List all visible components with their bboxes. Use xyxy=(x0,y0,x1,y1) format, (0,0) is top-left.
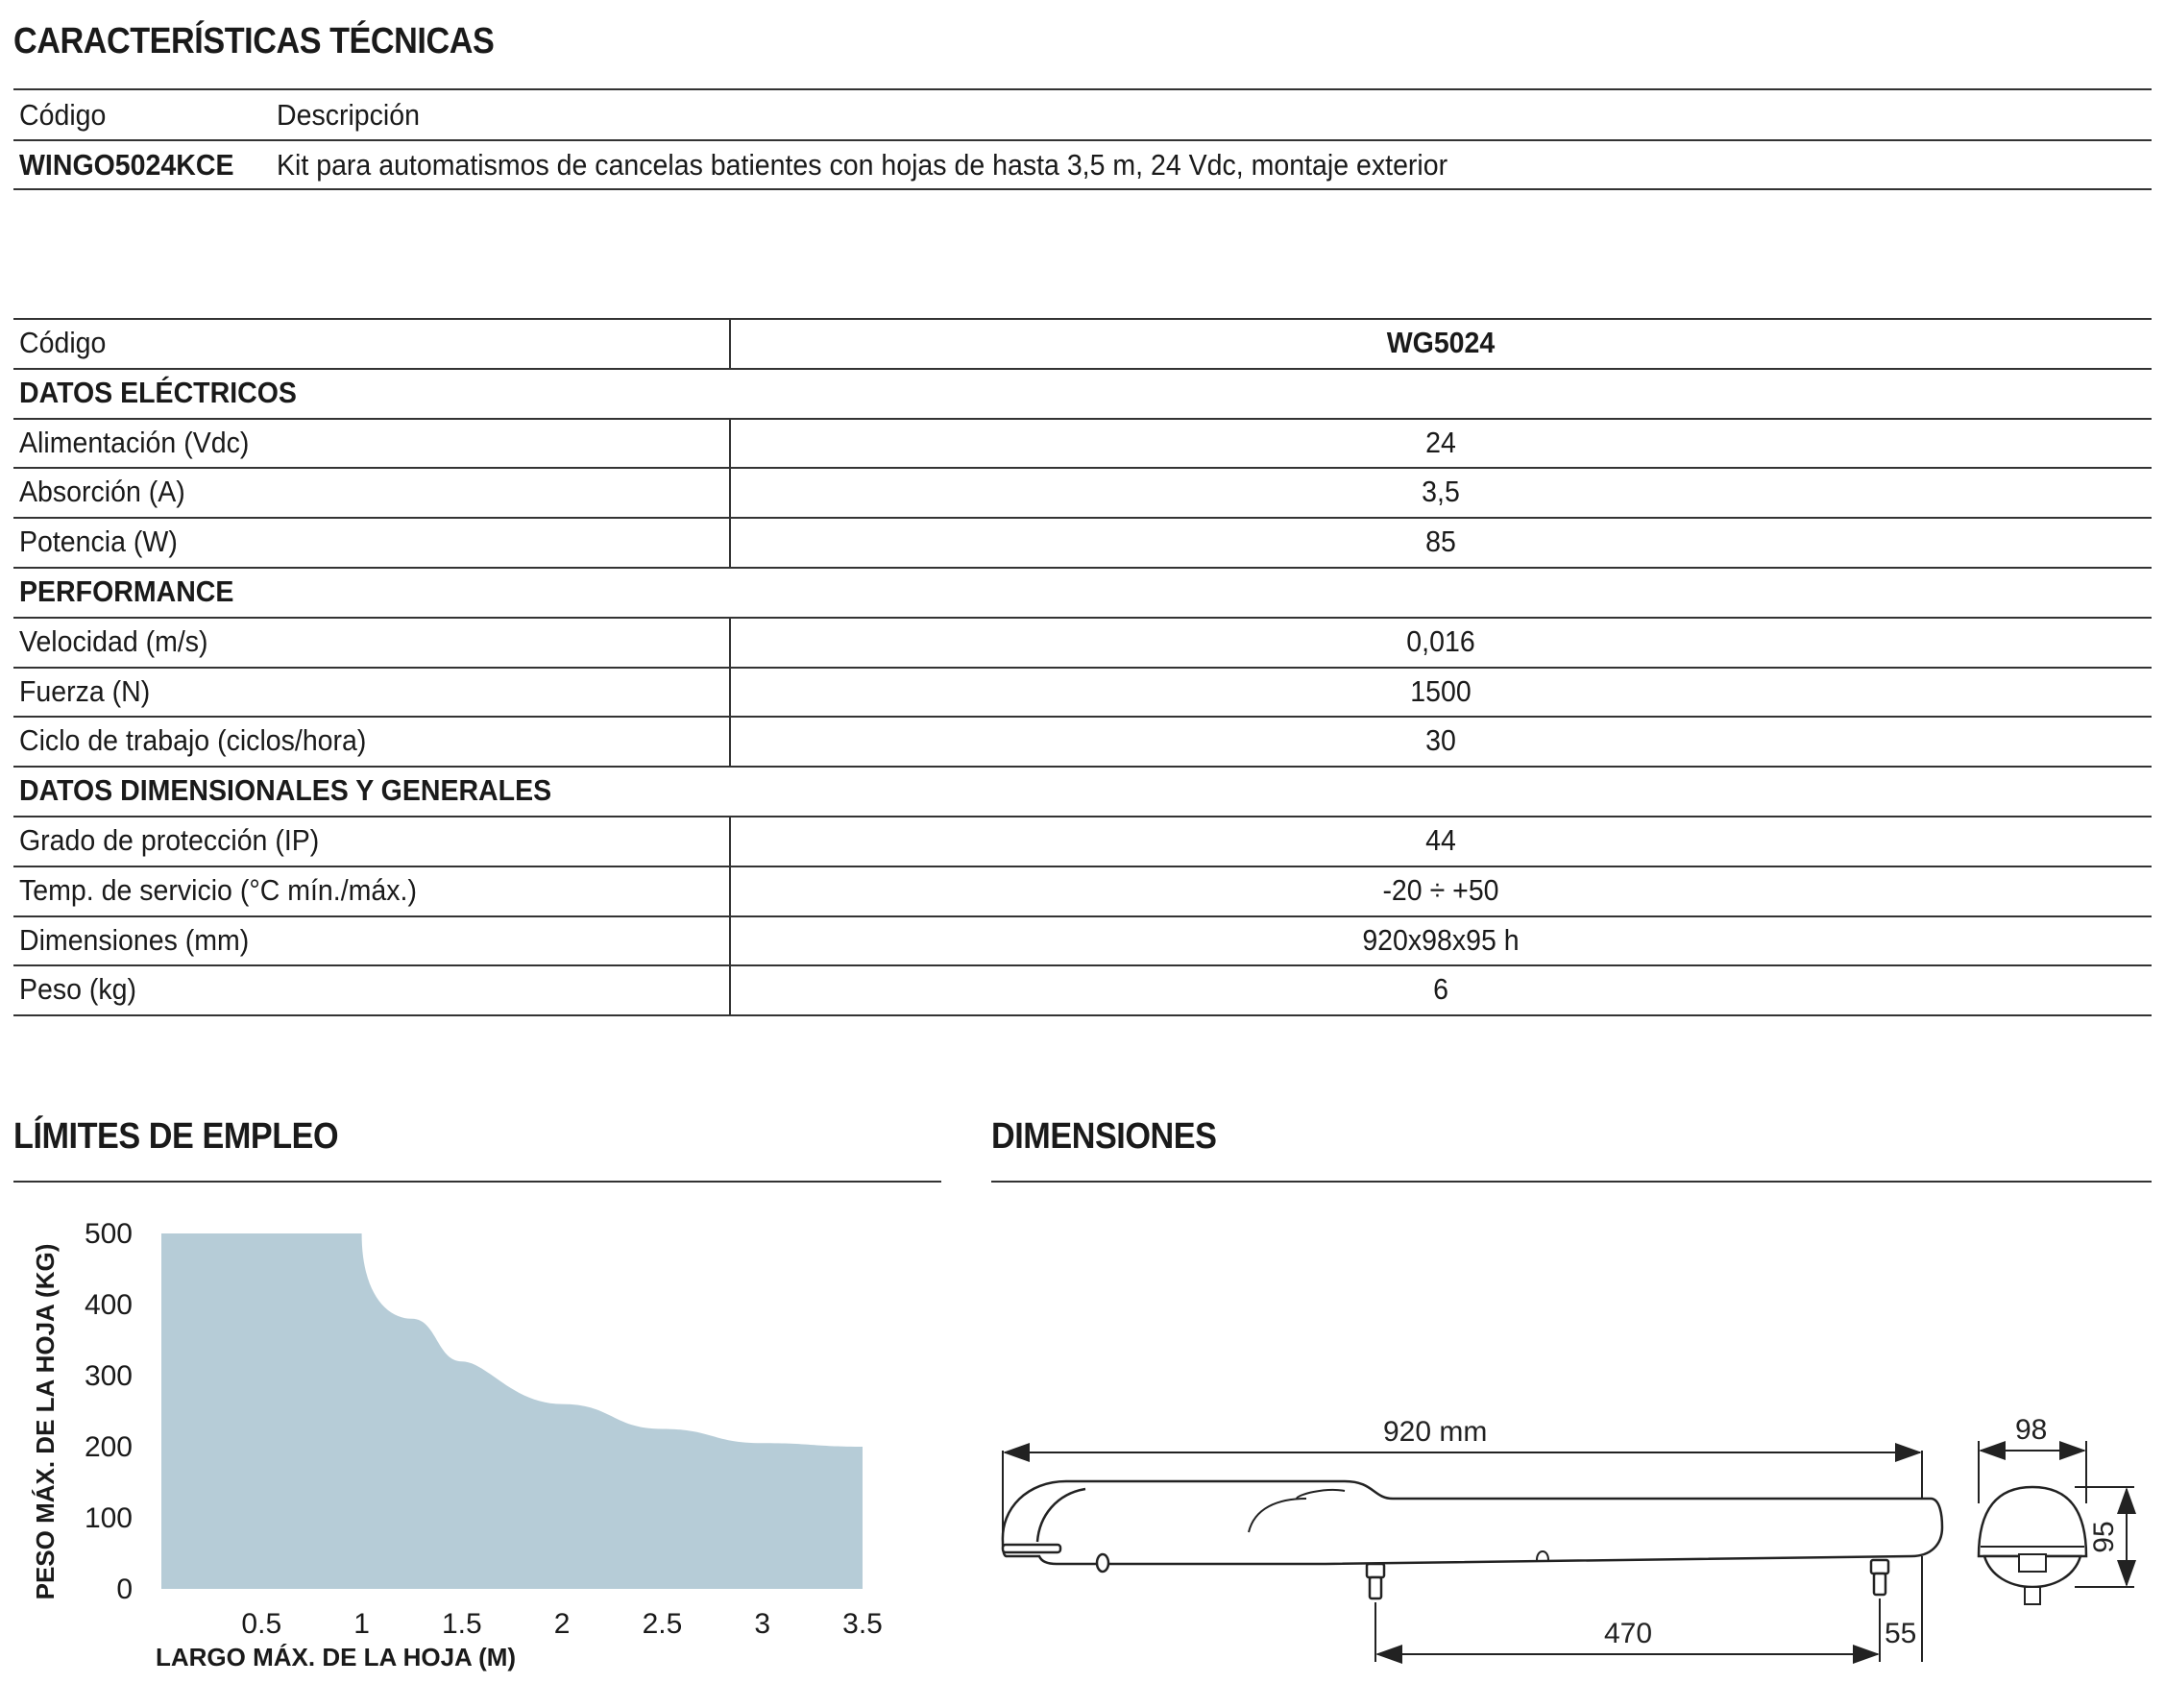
specs-row-label: Temp. de servicio (°C mín./máx.) xyxy=(19,872,417,907)
limits-rule xyxy=(13,1181,941,1183)
chart-y-tick: 400 xyxy=(84,1289,133,1321)
dimensions-drawing xyxy=(980,1403,2161,1681)
specs-section-title: DATOS ELÉCTRICOS xyxy=(19,375,297,409)
offset-label: 55 xyxy=(1885,1618,1917,1649)
specs-row-value: 6 xyxy=(1432,972,1448,1007)
mount-dimensions xyxy=(1375,1556,1922,1662)
specs-row-label: Alimentación (Vdc) xyxy=(19,425,250,459)
specs-row-value: 3,5 xyxy=(1421,475,1460,509)
mount-brackets xyxy=(1367,1560,1888,1598)
kit-col-code: Código xyxy=(19,98,107,132)
specs-row-label: Fuerza (N) xyxy=(19,673,151,708)
specs-row-label: Grado de protección (IP) xyxy=(19,823,320,857)
chart-y-tick: 200 xyxy=(84,1431,133,1463)
kit-row-desc: Kit para automatismos de cancelas batientes con hojas de hasta 3,5 m, 24 Vdc, montaje exterior xyxy=(277,148,1448,182)
kit-bottom-rule xyxy=(13,188,2152,190)
chart-y-tick: 300 xyxy=(84,1360,133,1392)
chart-y-tick: 0 xyxy=(116,1574,133,1605)
height-label: 95 xyxy=(2088,1521,2120,1553)
specs-row-value: 0,016 xyxy=(1405,623,1475,658)
specs-column-divider xyxy=(729,816,731,866)
specs-row-value: 920x98x95 h xyxy=(1361,922,1520,957)
specs-code-value: WG5024 xyxy=(1386,326,1495,359)
specs-column-divider xyxy=(729,467,731,517)
chart-x-tick: 3.5 xyxy=(842,1608,883,1640)
page-title: CARACTERÍSTICAS TÉCNICAS xyxy=(13,21,495,61)
chart-x-ticks xyxy=(241,1608,882,1640)
chart-x-tick: 0.5 xyxy=(241,1608,282,1640)
chart-x-tick: 2 xyxy=(553,1608,571,1640)
specs-row-label: Absorción (A) xyxy=(19,475,185,509)
specs-row-label: Peso (kg) xyxy=(19,972,137,1007)
specs-row-rule xyxy=(13,467,2152,469)
specs-column-divider xyxy=(729,517,731,567)
specs-section-title: PERFORMANCE xyxy=(19,574,234,608)
chart-y-ticks xyxy=(85,1218,133,1605)
specs-row-value: 24 xyxy=(1424,425,1456,459)
specs-row-value: 44 xyxy=(1424,823,1456,857)
specs-row-rule xyxy=(13,418,2152,420)
specs-row-rule xyxy=(13,667,2152,669)
chart-area-fill xyxy=(161,1233,863,1589)
chart-y-label: PESO MÁX. DE LA HOJA (KG) xyxy=(31,1243,60,1600)
title-rule xyxy=(13,88,2152,90)
chart-x-tick: 3 xyxy=(754,1608,771,1640)
specs-column-divider xyxy=(729,716,731,766)
specs-row-value: 85 xyxy=(1424,525,1456,559)
limits-title: LÍMITES DE EMPLEO xyxy=(13,1116,339,1157)
chart-x-label: LARGO MÁX. DE LA HOJA (M) xyxy=(156,1643,517,1671)
chart-x-tick: 1.5 xyxy=(441,1608,482,1640)
length-label: 920 mm xyxy=(1383,1416,1488,1448)
mount-label: 470 xyxy=(1604,1618,1653,1649)
dimensions-title: DIMENSIONES xyxy=(991,1116,1217,1157)
chart-area-group xyxy=(161,1233,863,1589)
specs-row-label: Dimensiones (mm) xyxy=(19,922,250,957)
specs-column-divider xyxy=(729,318,731,368)
width-label: 98 xyxy=(2015,1414,2048,1446)
specs-row-value: 1500 xyxy=(1409,673,1472,708)
chart-x-tick: 2.5 xyxy=(642,1608,683,1640)
operator-end-view xyxy=(1979,1414,2134,1604)
specs-row-value: 30 xyxy=(1424,723,1456,758)
specs-column-divider xyxy=(729,418,731,468)
specs-row-rule xyxy=(13,617,2152,619)
specs-row-value: -20 ÷ +50 xyxy=(1381,872,1499,907)
specs-top-rule xyxy=(13,318,2152,320)
specs-row-label: Potencia (W) xyxy=(19,525,178,559)
chart-x-tick: 1 xyxy=(353,1608,370,1640)
limits-chart xyxy=(0,1191,961,1691)
specs-column-divider xyxy=(729,964,731,1014)
specs-column-divider xyxy=(729,866,731,915)
specs-column-divider xyxy=(729,667,731,717)
specs-row-rule xyxy=(13,816,2152,817)
specs-row-rule xyxy=(13,517,2152,519)
specs-row-label: Velocidad (m/s) xyxy=(19,623,208,658)
kit-row-code: WINGO5024KCE xyxy=(19,148,234,182)
kit-col-desc: Descripción xyxy=(277,98,420,132)
specs-row-rule xyxy=(13,368,2152,370)
specs-code-label: Código xyxy=(19,326,107,359)
operator-side-view xyxy=(1003,1481,1942,1572)
specs-section-title: DATOS DIMENSIONALES Y GENERALES xyxy=(19,773,552,808)
specs-row-rule xyxy=(13,1014,2152,1016)
specs-row-label: Ciclo de trabajo (ciclos/hora) xyxy=(19,723,367,758)
dimensions-rule xyxy=(991,1181,2152,1183)
chart-y-tick: 500 xyxy=(84,1218,133,1250)
chart-y-tick: 100 xyxy=(84,1502,133,1534)
specs-row-rule xyxy=(13,964,2152,966)
specs-column-divider xyxy=(729,915,731,965)
specs-row-rule xyxy=(13,567,2152,569)
specs-column-divider xyxy=(729,617,731,667)
specs-row-rule xyxy=(13,915,2152,917)
